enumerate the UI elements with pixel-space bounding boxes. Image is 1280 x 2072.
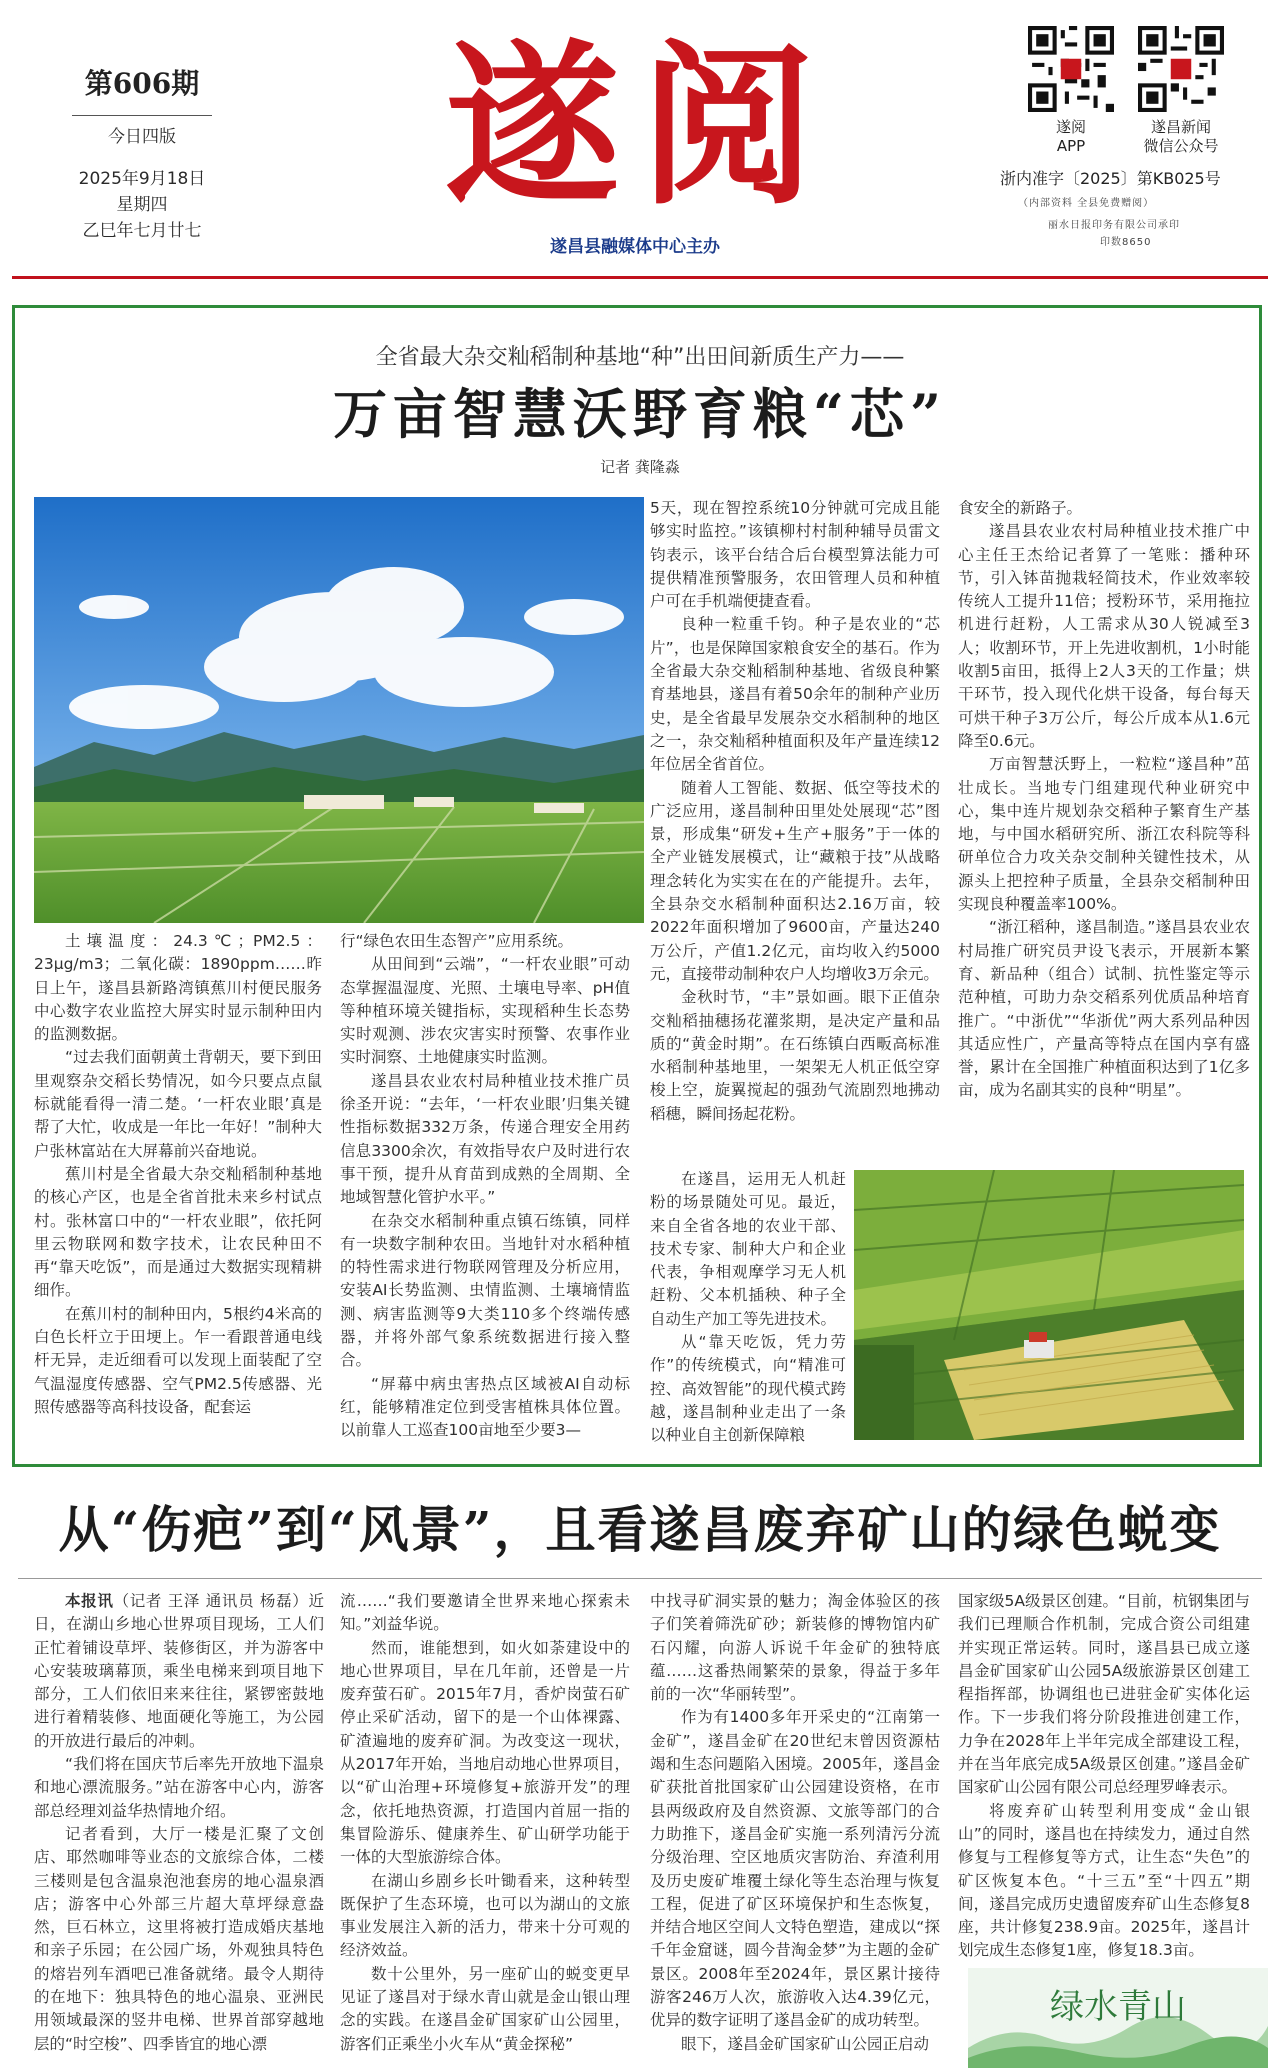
story2-headline: 从“伤疤”到“风景”，且看遂昌废弃矿山的绿色蜕变	[58, 1500, 1222, 1559]
issue-lunar-date: 乙巳年七月廿七	[82, 221, 202, 241]
feature-paragraph: “屏幕中病虫害热点区域被AI自动标红，能够精准定位到受害植株具体位置。以前靠人工巡查100亩地至少要3—	[340, 1374, 630, 1440]
story2-paragraph: 国家级5A级景区创建。“目前，杭钢集团与我们已理顺合作机制，完成合资公司组建并实现正常运转。同时，遂昌县已成立遂昌金矿国家矿山公园5A级旅游景区创建工程指挥部，协调组也已进驻金矿实体化运作。下一步我们将分阶段推进创建工作，力争在2028年上半年完成全部建设工程，并在当年底完成5A级景区创建。”遂昌金矿国家矿山公园有限公司总经理罗峰表示。	[958, 1592, 1250, 1797]
feature-paragraph: 从“靠天吃饭，凭力劳作”的传统模式，向“精准可控、高效智能”的现代模式跨越，遂昌制种业走出了一条以种业自主创新保障粮	[650, 1333, 846, 1445]
app-qr-code-icon[interactable]	[1028, 26, 1114, 112]
page-count: 今日四版	[108, 127, 176, 147]
masthead	[0, 0, 1280, 285]
feature-paragraph: 在杂交水稻制种重点镇石练镇，同样有一块数字制种农田。当地针对水稻种植的特性需求进行物联网管理及分析应用，安装AI长势监测、虫情监测、土壤墒情监测、病害监测等9大类110多个终端传感器，并将外部气象系统数据进行接入整合。	[340, 1211, 630, 1370]
wechat-qr-label: 遂昌新闻 微信公众号	[1143, 118, 1219, 155]
story2-column-4	[958, 1590, 1250, 1963]
story2-paragraph: “我们将在国庆节后率先开放地下温泉和地心漂流服务。”站在游客中心内，游客部总经理刘益华热情地介绍。	[34, 1755, 324, 1820]
farmland-aerial-photo	[34, 497, 644, 923]
story2-divider	[18, 1578, 1262, 1579]
story2-paragraph: 数十公里外，另一座矿山的蜕变更早见证了遂昌对于绿水青山就是金山银山理念的实践。在遂昌金矿国家矿山公园里，游客们正乘坐小火车从“黄金探秘”	[340, 1964, 630, 2053]
story2-column-3	[650, 1590, 940, 2056]
story2-paragraph: 然而，谁能想到，如火如荼建设中的地心世界项目，早在几年前，还曾是一片废弃萤石矿。2015年7月，香炉岗萤石矿停止采矿活动，留下的是一个山体裸露、矿渣遍地的废弃矿洞。为改变这一现状，从2017年开始，当地启动地心世界项目，以“矿山治理+环境修复+旅游开发”的理念，依托地热资源，打造国内首屈一指的集冒险游乐、健康养生、矿山研学功能于一体的大型旅游综合体。	[340, 1638, 630, 1867]
print-run-note: 印数8650	[1100, 237, 1152, 248]
feature-paragraph: 食安全的新路子。	[958, 499, 1083, 517]
feature-paragraph: 从田间到“云端”，“一杆农业眼”可动态掌握温湿度、光照、土壤电导率、pH值等种植环境关键指标，实现稻种生长态势实时观测、涉农灾害实时预警、农事作业实时洞察、土地健康实时监测。	[340, 955, 630, 1067]
feature-paragraph: 蕉川村是全省最大杂交籼稻制种基地的核心产区，也是全省首批未来乡村试点村。张林富口中的“一杆农业眼”，依托阿里云物联网和数字技术，让农民种田不再“靠天吃饭”，而是通过大数据实现精耕细作。	[34, 1164, 322, 1300]
feature-paragraph: 良种一粒重千钧。种子是农业的“芯片”，也是保障国家粮食安全的基石。作为全省最大杂交籼稻制种基地、省级良种繁育基地县，遂昌有着50余年的制种产业历史，是全省最早发展杂交水稻制种的地区之一，杂交籼稻种植面积及年产量连续12年位居全省首位。	[650, 615, 940, 774]
feature-paragraph: 遂昌县农业农村局种植业技术推广中心主任王杰给记者算了一笔账：播种环节，引入钵苗抛栽轻简技术，作业效率较传统人工提升11倍；授粉环节，采用拖拉机进行赶粉，人工需求从30人锐减至3人；收割环节，开上先进收割机，1小时能收割5亩田，抵得上2人3天的工作量；烘干环节，投入现代化烘干设备，每台每天可烘干种子3万公斤，每公斤成本从1.6元降至0.6元。	[958, 522, 1250, 750]
issue-weekday: 星期四	[116, 195, 168, 215]
printer-note: 丽水日报印务有限公司承印	[1048, 220, 1180, 231]
feature-paragraph: 5天，现在智控系统10分钟就可完成且能够实时监控。”该镇柳村村制种辅导员雷文钧表示，该平台结合后台模型算法能力可提供精准预警服务，农田管理人员和种植户可在手机端便捷查看。	[650, 499, 940, 611]
issue-date: 2025年9月18日	[78, 169, 206, 189]
feature-column-3	[650, 497, 940, 1126]
story2-column-1	[34, 1590, 324, 2056]
story2-paragraph: 记者看到，大厅一楼是汇聚了文创店、耶然咖啡等业态的文旅综合体，二楼三楼则是包含温泉泡池套房的地心温泉酒店；游客中心外部三片超大草坪绿意盎然，巨石林立，这里将被打造成婚庆基地和亲子乐园；在公园广场，外观独具特色的熔岩列车酒吧已准备就绪。最令人期待的在地下：独具特色的地心温泉、亚洲民用领域最深的竖井电梯、世界首部穿越地层的“时空梭”、四季皆宜的地心漂	[34, 1824, 324, 2053]
feature-byline: 记者 龚隆淼	[600, 458, 680, 476]
story2-lead-tag: 本报讯	[65, 1592, 114, 1610]
wechat-qr-code-icon[interactable]	[1138, 26, 1224, 112]
license-number: 浙内准字〔2025〕第KB025号	[1000, 169, 1221, 188]
issue-number: 第606期	[84, 67, 200, 100]
feature-paragraph: 遂昌县农业农村局种植业技术推广员徐圣开说：“去年，‘一杆农业眼’归集关键性指标数据332万条，传递合理安全用药信息3300余次，有效指导农户及时进行农事干预，提升从育苗到成熟的全周期、全地域智慧化管护水平。”	[340, 1071, 630, 1207]
story2-paragraph: 眼下，遂昌金矿国家矿山公园正启动	[681, 2034, 930, 2053]
feature-column-2	[340, 930, 630, 1443]
internal-note: （内部资料 全县免费赠阅）	[1018, 198, 1155, 209]
feature-paragraph: 土壤温度：24.3℃；PM2.5：23μg/m3；二氧化碳：1890ppm……昨日上午，遂昌县新路湾镇蕉川村便民服务中心数字农业监控大屏实时显示制种田内的监测数据。	[34, 932, 322, 1044]
issue-divider	[72, 115, 212, 116]
harvester-field-photo	[854, 1170, 1244, 1440]
story2-paragraph: 中找寻矿洞实景的魅力；淘金体验区的孩子们笑着筛洗矿砂；新装修的博物馆内矿石闪耀，向游人诉说千年金矿的独特底蕴……这番热闹繁荣的景象，得益于多年前的一次“华丽转型”。	[650, 1592, 940, 1704]
feature-paragraph: 万亩智慧沃野上，一粒粒“遂昌种”茁壮成长。当地专门组建现代种业研究中心，集中连片规划杂交稻种子繁育生产基地，与中国水稻研究所、浙江农科院等科研单位合力攻关杂交制种关键性技术，从源头上把控种子质量，全县杂交稻制种田实现良种覆盖率100%。	[958, 755, 1250, 914]
story2-lead-text: 近日，在湖山乡地心世界项目现场，工人们正忙着铺设草坪、装修街区，并为游客中心安装玻璃幕顶，乘坐电梯来到项目地下部分，工人们依旧来来往往，紧锣密鼓地进行着精装修、地面硬化等施工，为公园的开放进行最后的冲刺。	[34, 1592, 324, 1750]
feature-headline: 万亩智慧沃野育粮“芯”	[332, 382, 948, 446]
feature-paragraph: 在蕉川村的制种田内，5根约4米高的白色长杆立于田埂上。乍一看跟普通电线杆无异，走近细看可以发现上面装配了空气温湿度传感器、空气PM2.5传感器、光照传感器等高科技设备，配套运	[34, 1304, 322, 1416]
feature-paragraph: 行“绿色农田生态智产”应用系统。	[340, 932, 574, 950]
feature-column-1	[34, 930, 322, 1419]
feature-paragraph: 随着人工智能、数据、低空等技术的广泛应用，遂昌制种田里处处展现“芯”图景，形成集“研发+生产+服务”于一体的全产业链发展模式，让“藏粮于技”从战略理念转化为实实在在的产能提升。去年，全县杂交水稻制种面积达2.16万亩，较2022年面积增加了9600亩，产量达240万公斤，产值1.2亿元，亩均收入约5000元，直接带动制种农户人均增收3万余元。	[650, 778, 940, 983]
story2-paragraph: 在湖山乡剧乡长叶锄看来，这种转型既保护了生态环境，也可以为湖山的文旅事业发展注入新的活力，带来十分可观的经济效益。	[340, 1871, 630, 1960]
app-qr-label: 遂阅 APP	[1055, 118, 1086, 155]
feature-paragraph: 在遂昌，运用无人机赶粉的场景随处可见。最近，来自全省各地的农业干部、技术专家、制种大户和企业代表，争相观摩学习无人机赶粉、父本机插秧、种子全自动生产加工等先进技术。	[650, 1170, 846, 1328]
feature-column-4	[958, 497, 1250, 1103]
story2-credit: （记者 王泽 通讯员 杨磊）	[113, 1592, 309, 1610]
green-mountains-calligraphy-image	[968, 1968, 1268, 2068]
feature-kicker: 全省最大杂交籼稻制种基地“种”出田间新质生产力——	[375, 345, 905, 370]
feature-paragraph: 金秋时节，“丰”景如画。眼下正值杂交籼稻抽穗扬花灌浆期，是决定产量和品质的“黄金时期”。在石练镇白西畈高标准水稻制种基地里，一架架无人机正低空穿梭上空，旋翼搅起的强劲气流剧烈地拂动稻穗，瞬间扬起花粉。	[650, 988, 940, 1123]
title-logo-text: 遂阅	[445, 24, 835, 222]
feature-paragraph: “过去我们面朝黄土背朝天，要下到田里观察杂交稻长势情况，如今只要点点鼠标就能看得一清二楚。‘一杆农业眼’真是帮了大忙，收成是一年比一年好！”制种大户张林富站在大屏幕前兴奋地说。	[34, 1048, 322, 1160]
story2-paragraph: 将废弃矿山转型利用变成“金山银山”的同时，遂昌也在持续发力，通过自然修复与工程修复等方式，让生态“失色”的矿区恢复本色。“十三五”至“十四五”期间，遂昌完成历史遗留废弃矿山生态修复8座，共计修复238.9亩。2025年，遂昌计划完成生态修复1座，修复18.3亩。	[958, 1801, 1250, 1960]
story2-column-2	[340, 1590, 630, 2056]
story2-paragraph: 流……“我们要邀请全世界来地心探索未知。”刘益华说。	[340, 1592, 630, 1634]
feature-column-3-lower	[650, 1168, 846, 1448]
feature-paragraph: “浙江稻种，遂昌制造。”遂昌县农业农村局推广研究员尹设飞表示，开展新本繁育、新品种（组合）试制、抗性鉴定等示范种植，可助力杂交稻系列优质品种培育推广。“中浙优”“华浙优”两大系列品种因其适应性广，产量高等特点在国内享有盛誉，累计在全国推广种植面积达到了1亿多亩，成为名副其实的良种“明星”。	[958, 918, 1250, 1100]
story2-paragraph: 作为有1400多年开采史的“江南第一金矿”，遂昌金矿在20世纪末曾因资源枯竭和生态问题陷入困境。2005年，遂昌金矿获批首批国家矿山公园建设资格，在市县两级政府及自然资源、文旅等部门的合力助推下，遂昌金矿实施一系列清污分流分级治理、空区地质灾害防治、弃渣利用及历史废矿堆覆土绿化等生态治理与恢复工程，促进了矿区环境保护和生态恢复，并结合地区空间人文特色塑造，建成以“探千年金窟谜，圆今昔淘金梦”为主题的金矿景区。2008年至2024年，景区累计接待游客246万人次，旅游收入达4.39亿元，优异的数字证明了遂昌金矿的成功转型。	[650, 1708, 940, 2030]
newspaper-title-logo	[380, 22, 900, 222]
host-organization: 遂昌县融媒体中心主办	[470, 232, 800, 257]
story2-lead-paragraph	[34, 1590, 324, 1753]
masthead-red-rule	[12, 276, 1268, 279]
stamp-calligraphy-text: 绿水青山	[1050, 1987, 1186, 2027]
